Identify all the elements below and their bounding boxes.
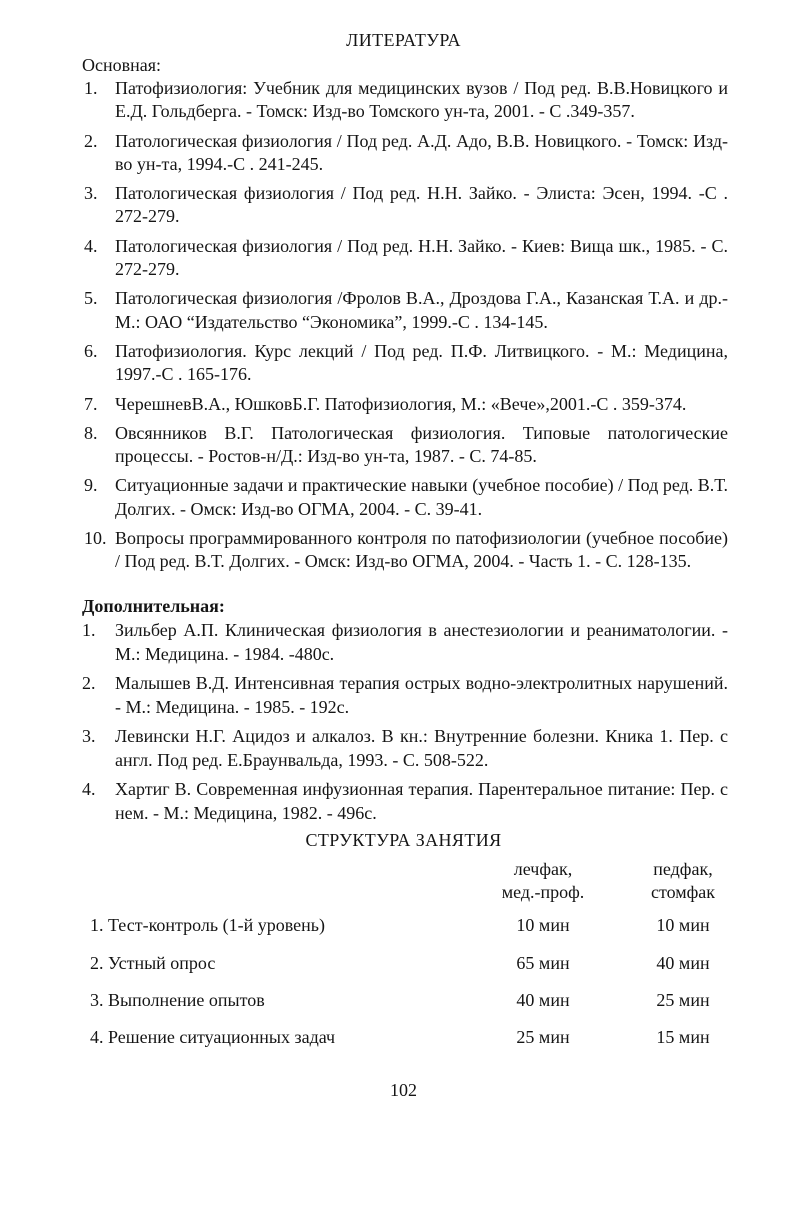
row-value-2: 10 мин (656, 915, 710, 935)
list-item: 7. ЧерешневВ.А., ЮшковБ.Г. Патофизиология, М.: «Вече»,2001.-С . 359-374. (84, 393, 687, 414)
row-value-1: 10 мин (516, 915, 570, 935)
column-header-1-line1: лечфак, (513, 859, 573, 879)
list-item: 4. Хартиг В. Современная инфузионная терапия. Парентеральное питание: Пер. с нем. - М.: Медицина, 1982. - 496с. (82, 779, 728, 823)
table-row (0, 1027, 807, 1051)
row-value-2: 25 мин (656, 990, 710, 1010)
row-label: 3. Выполнение опытов (90, 990, 265, 1010)
page-number: 102 (390, 1080, 417, 1100)
column-header-2 (628, 858, 738, 904)
list-item: 3. Левински Н.Г. Ацидоз и алкалоз. В кн.: Внутренние болезни. Кника 1. Пер. с англ. Под ред. Е.Браунвальда, 1993. - С. 508-522. (82, 726, 728, 770)
column-header-2-line1: педфак, (653, 859, 713, 879)
row-label: 4. Решение ситуационных задач (90, 1027, 336, 1047)
list-item: 3. Патологическая физиология / Под ред. Н.Н. Зайко. - Элиста: Эсен, 1994. -С . 272-279. (84, 183, 728, 227)
row-value-1: 25 мин (516, 1027, 570, 1047)
row-value-2: 40 мин (656, 953, 710, 973)
column-header-1 (488, 858, 598, 904)
list-item: 2. Малышев В.Д. Интенсивная терапия острых водно-электролитных нарушений. - М.: Медицина. - 1985. - 192с. (82, 673, 728, 717)
column-header-1-line2: мед.-проф. (501, 882, 585, 902)
main-references-list (78, 77, 728, 580)
row-value-2: 15 мин (656, 1027, 710, 1047)
main-references-label: Основная: (82, 55, 162, 75)
column-header-2-line2: стомфак (650, 882, 716, 902)
extra-references-list (78, 618, 728, 830)
list-item: 4. Патологическая физиология / Под ред. Н.Н. Зайко. - Киев: Вища шк., 1985. - С. 272-279. (84, 235, 728, 280)
list-item: 6. Патофизиология. Курс лекций / Под ред. П.Ф. Литвицкого. - М.: Медицина, 1997.-С . 165-176. (84, 340, 728, 385)
row-value-1: 40 мин (516, 990, 570, 1010)
list-item: 2. Патологическая физиология / Под ред. А.Д. Адо, В.В. Новицкого. - Томск: Изд-во ун-та, 1994.-С . 241-245. (84, 130, 728, 174)
list-item: 8. Овсянников В.Г. Патологическая физиология. Типовые патологические процессы. - Ростов-н/Д.: Изд-во ун-та, 1987. - С. 74-85. (84, 422, 728, 467)
structure-title: СТРУКТУРА ЗАНЯТИЯ (305, 830, 502, 850)
list-item: 1. Зильбер А.П. Клиническая физиология в анестезиологии и реаниматологии. - М.: Медицина. - 1984. -480с. (82, 620, 728, 664)
table-row (0, 915, 807, 939)
extra-references-label: Дополнительная: (82, 596, 225, 616)
row-label: 2. Устный опрос (90, 953, 216, 973)
list-item: 5. Патологическая физиология /Фролов В.А., Дроздова Г.А., Казанская Т.А. и др.-М.: ОАО “Издательство “Экономика”, 1999.-С . 134-145. (84, 288, 728, 332)
list-item: 1. Патофизиология: Учебник для медицинских вузов / Под ред. В.В.Новицкого и Е.Д. Гольдберга. - Томск: Изд-во Томского ун-та, 2001. - С .349-357. (84, 78, 728, 122)
list-item: 10. Вопросы программированного контроля по патофизиологии (учебное пособие) / Под ред. В.Т. Долгих. - Омск: Изд-во ОГМА, 2004. - Часть 1. - С. 128-135. (84, 528, 728, 572)
table-row (0, 953, 807, 977)
table-row (0, 990, 807, 1014)
references-title: ЛИТЕРАТУРА (346, 30, 461, 50)
row-label: 1. Тест-контроль (1-й уровень) (90, 915, 325, 935)
row-value-1: 65 мин (516, 953, 570, 973)
list-item: 9. Ситуационные задачи и практические навыки (учебное пособие) / Под ред. В.Т. Долгих. - Омск: Изд-во ОГМА, 2004. - С. 39-41. (84, 475, 728, 519)
